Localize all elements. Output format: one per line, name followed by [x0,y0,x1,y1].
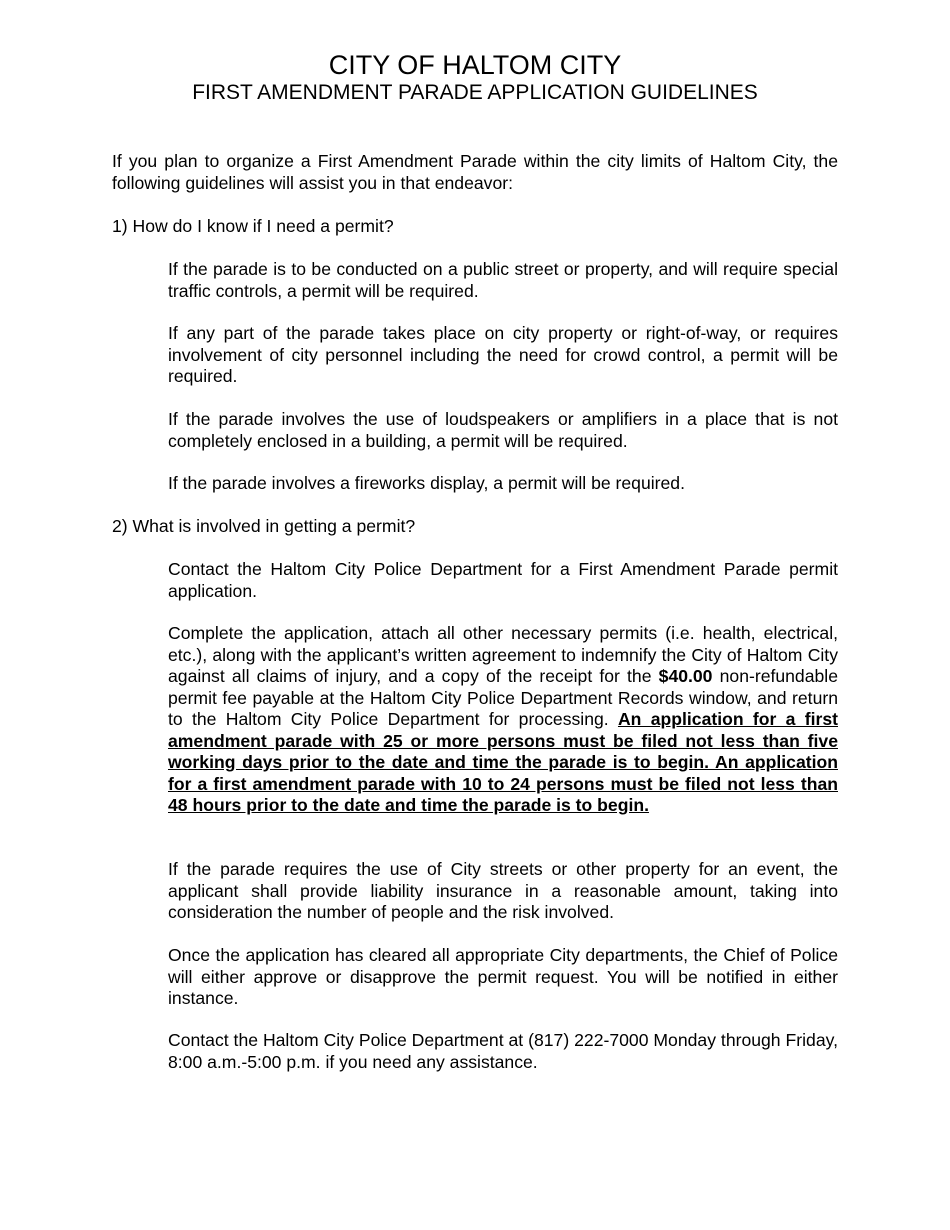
page-subtitle: FIRST AMENDMENT PARADE APPLICATION GUIDELINES [192,81,758,104]
permit-criteria-street: If the parade is to be conducted on a public street or property, and will require special traffic controls, a permit will be required. [168,259,838,301]
contact-assistance-paragraph: Contact the Haltom City Police Department at (817) 222-7000 Monday through Friday, 8:00 a.m.-5:00 p.m. if you need any assistance. [168,1030,838,1072]
insurance-paragraph: If the parade requires the use of City streets or other property for an event, the applicant shall provide liability insurance in a reasonable amount, taking into consideration the number of people and the risk involved. [168,859,838,922]
application-instructions-paragraph [168,623,838,817]
question-2: 2) What is involved in getting a permit? [112,516,416,536]
approval-paragraph: Once the application has cleared all appropriate City departments, the Chief of Police will either approve or disapprove the permit request. You will be notified in either instance. [168,945,838,1008]
application-instructions-text: Complete the application, attach all other necessary permits (i.e. health, electrical, etc.), along with the applicant’s written agreement to indemnify the City of Haltom City against all claims of injury, and a copy of the receipt for the [168,623,838,686]
permit-criteria-fireworks: If the parade involves a fireworks display, a permit will be required. [168,473,685,493]
application-instructions-text-continued: non-refundable permit fee payable at the Haltom City Police Department Records window, and return to the Haltom City Police Department for processing. [168,666,838,729]
intro-paragraph: If you plan to organize a First Amendment Parade within the city limits of Haltom City, the following guidelines will assist you in that endeavor: [112,151,838,193]
question-1: 1) How do I know if I need a permit? [112,216,394,236]
permit-criteria-loudspeakers: If the parade involves the use of loudspeakers or amplifiers in a place that is not completely enclosed in a building, a permit will be required. [168,409,838,451]
filing-deadline-notice: An application for a first amendment parade with 25 or more persons must be filed not less than five working days prior to the date and time the parade is to begin. An application for a first amendment parade with 10 to 24 persons must be filed not less than 48 hours prior to the date and time the parade is to begin. [168,709,838,815]
contact-application-paragraph: Contact the Haltom City Police Department for a First Amendment Parade permit application. [168,559,838,601]
page-title: CITY OF HALTOM CITY [328,50,622,80]
permit-fee: $40.00 [658,666,713,686]
permit-criteria-city-property: If any part of the parade takes place on city property or right-of-way, or requires involvement of city personnel including the need for crowd control, a permit will be required. [168,323,838,386]
